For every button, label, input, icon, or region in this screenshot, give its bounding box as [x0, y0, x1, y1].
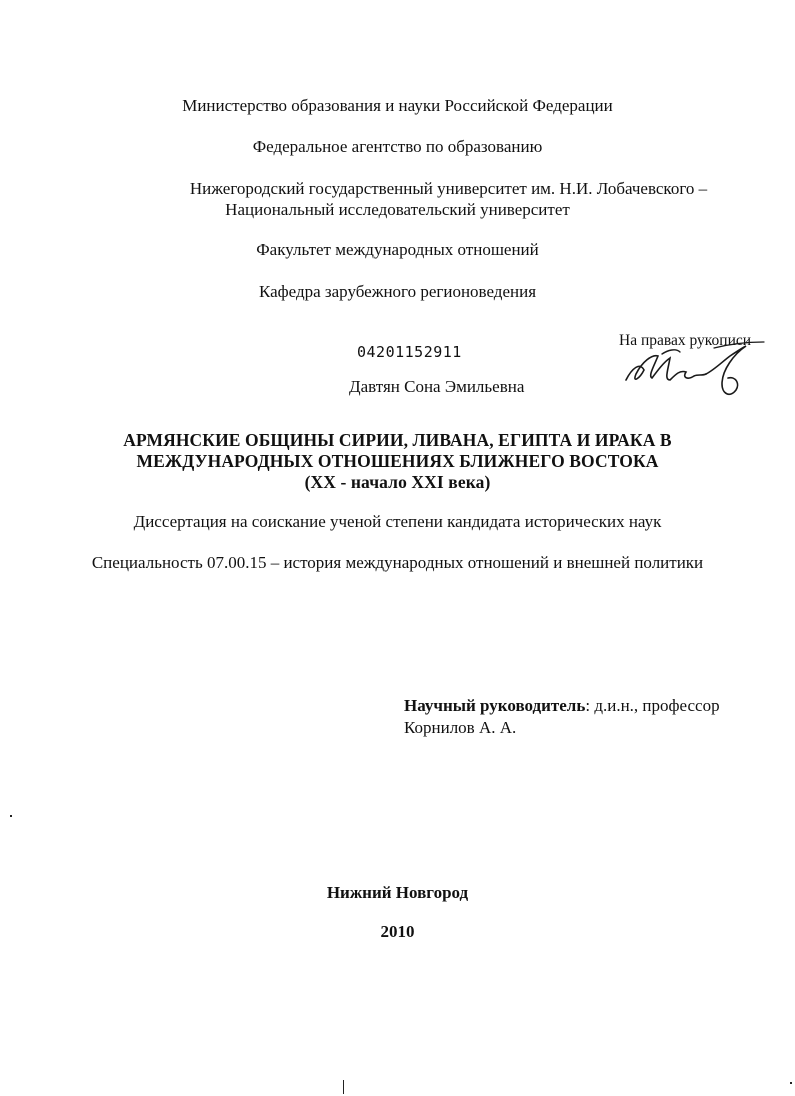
university-name-line1: Нижегородский государственный университет им. Н.И. Лобачевского – [189, 179, 708, 198]
department-name: Кафедра зарубежного регионоведения [258, 282, 537, 301]
degree-statement: Диссертация на соискание ученой степени кандидата исторических наук [133, 512, 662, 531]
supervisor-line [404, 696, 720, 716]
scan-speck [790, 1082, 792, 1084]
specialty-statement: Специальность 07.00.15 – история международных отношений и внешней политики [91, 553, 704, 572]
agency-name: Федеральное агентство по образованию [252, 137, 543, 156]
scan-mark [343, 1080, 344, 1094]
ministry-name: Министерство образования и науки Российской Федерации [182, 96, 613, 115]
supervisor-details: : д.и.н., профессор [585, 696, 720, 715]
dissertation-title-line2: МЕЖДУНАРОДНЫХ ОТНОШЕНИЯХ БЛИЖНЕГО ВОСТОКА [136, 451, 659, 471]
dissertation-title-line3: (ХХ - начало XXI века) [304, 472, 491, 492]
scan-speck [10, 815, 12, 817]
dissertation-title-line1: АРМЯНСКИЕ ОБЩИНЫ СИРИИ, ЛИВАНА, ЕГИПТА И ИРАКА В [123, 430, 672, 450]
signature-icon [618, 340, 768, 402]
manuscript-note: На правах рукописи [619, 332, 752, 349]
year: 2010 [380, 922, 415, 941]
city-name: Нижний Новгород [326, 883, 469, 902]
university-name-line2: Национальный исследовательский университет [225, 200, 570, 219]
supervisor-label: Научный руководитель [404, 696, 586, 715]
faculty-name: Факультет международных отношений [256, 240, 539, 259]
supervisor-name: Корнилов А. А. [404, 718, 517, 737]
registration-number: 04201152911 [357, 343, 462, 361]
author-name: Давтян Сона Эмильевна [349, 377, 525, 396]
